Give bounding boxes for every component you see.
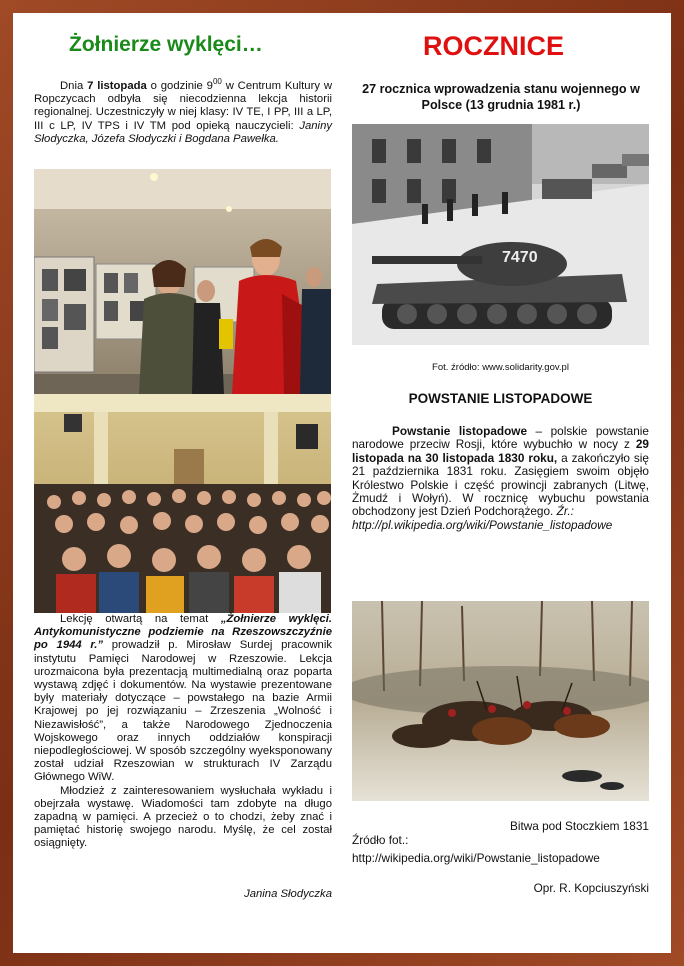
left-author-signature: Janina Słodyczka bbox=[244, 888, 332, 900]
text-span: o godzinie 9 bbox=[146, 80, 213, 92]
painting-source-label: Źródło fot.: bbox=[352, 833, 409, 847]
text-span: prowadził p. Mirosław Surdej pracownik instytutu Pamięci Narodowej w Rzeszowie. Lekcja urozmaicona była prezentacją multimedialną oraz poparta wystawą zdjęć i dokumentów. Na wystawie prezentowane były materiały dotyczące – powstałego na bazie Armii Krajowej po jej rozwiązaniu – Zrzeszenia „Wolność i Niezawisłość”, a także Narodowego Zjednoczenia Wojskowego oraz innych oddziałów konspiracji niepodległościowej. W sposób szczególny wyeksponowany został udział Rzeszowian w strukturach IV Zarządu Głównego WiW. bbox=[34, 639, 332, 784]
text-span: w Centrum Kultury w Ropczycach odbyła się niecodzienna lekcja historii regionalnej. Uczestniczyły w niej klasy: IV TE, I PP, III a LP, III c LP, IV TPS i IV TM pod opieką nauczycieli: bbox=[34, 80, 332, 132]
painting-source-url: http://wikipedia.org/wiki/Powstanie_listopadowe bbox=[352, 851, 600, 865]
lecture-hall-photo bbox=[34, 394, 331, 613]
newsletter-page bbox=[13, 13, 671, 953]
exhibition-photo bbox=[34, 169, 331, 394]
text-span: – polskie powstanie narodowe przeciw Rosji, które wybuchło w nocy z bbox=[352, 424, 649, 452]
event-date: 7 listopada bbox=[87, 80, 147, 92]
text-span: a zakończyło się 21 października 1831 roku. Zasięgiem swoim objęło Królestwo Polskie i część prowincji zabranych (Litwę, Żmudź i Wołyń). W rocznicę wybuchu powstania obchodzony jest Dzień Podchorążego. bbox=[352, 450, 649, 519]
tanks-photo-caption: Fot. źródło: www.solidarity.gov.pl bbox=[432, 362, 569, 373]
uprising-date: 29 listopada na 30 listopada 1830 roku, bbox=[352, 437, 649, 465]
time-superscript: 00 bbox=[212, 77, 222, 87]
uprising-name: Powstanie listopadowe bbox=[392, 424, 528, 438]
closing-paragraph: Młodzież z zainteresowaniem wysłuchała wykładu i obejrzała wystawę. Wiadomości tam zdobyte na długo zapadną w pamięci. A przecież o to chodzi, żeby znać i pamiętać historię swojego narodu. Myślę, że cel został osiągnięty. bbox=[34, 784, 332, 850]
right-section-title: ROCZNICE bbox=[423, 31, 564, 61]
text-span: Lekcję otwartą na temat bbox=[60, 613, 221, 625]
tanks-photo bbox=[352, 124, 649, 345]
teachers-names: Janiny Słodyczka, Józefa Słodyczki i Bogdana Pawełka. bbox=[34, 119, 332, 145]
text-span: Dnia bbox=[60, 80, 88, 92]
left-lecture-paragraph bbox=[34, 613, 332, 851]
tank-number: 7470 bbox=[502, 249, 538, 266]
left-article-title: Żołnierze wyklęci… bbox=[69, 33, 263, 56]
right-author-signature: Opr. R. Kopciuszyński bbox=[533, 881, 649, 895]
stoczek-battle-painting bbox=[352, 601, 649, 801]
source-label: Źr.: bbox=[556, 504, 574, 519]
november-uprising-heading: POWSTANIE LISTOPADOWE bbox=[408, 391, 593, 406]
left-intro-paragraph bbox=[34, 77, 332, 146]
martial-law-heading: 27 rocznica wprowadzenia stanu wojennego w Polsce (13 grudnia 1981 r.) bbox=[362, 82, 640, 112]
uprising-paragraph bbox=[352, 425, 649, 532]
source-url: http://pl.wikipedia.org/wiki/Powstanie_listopadowe bbox=[352, 517, 613, 532]
painting-caption: Bitwa pod Stoczkiem 1831 bbox=[509, 819, 649, 833]
lecture-topic: „Żołnierze wyklęci. Antykomunistyczne podziemie na Rzeszowszczyźnie po 1944 r.” bbox=[34, 613, 332, 652]
